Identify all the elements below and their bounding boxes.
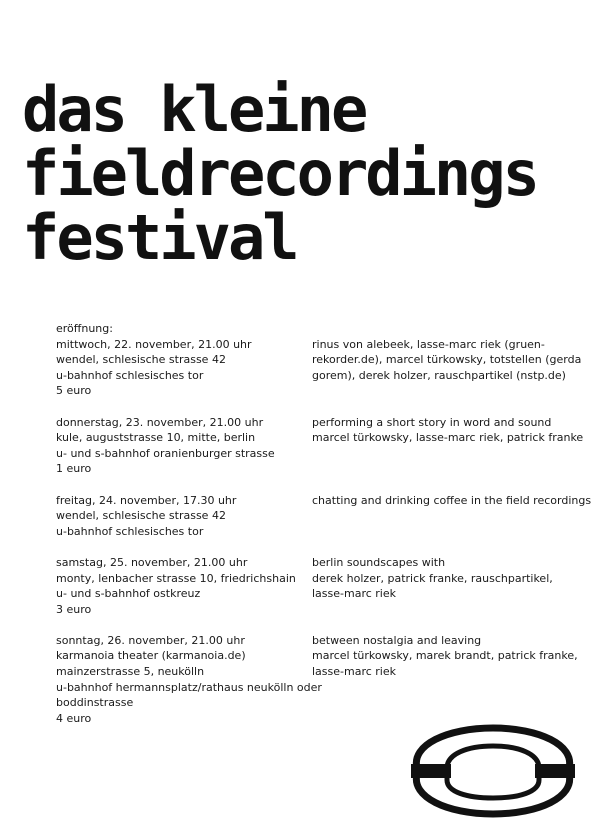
logo-bar-left: [411, 764, 451, 778]
event-line: u-bahnhof hermannsplatz/rathaus neukölln oder: [56, 680, 322, 694]
event-line: [312, 321, 572, 337]
logo-bar-right: [535, 764, 575, 778]
event-line: mittwoch, 22. november, 21.00 uhr: [56, 337, 252, 351]
event-line: eröffnung:: [56, 322, 113, 335]
event-line: 3 euro: [56, 602, 92, 616]
festival-logo: [407, 720, 579, 820]
event-row: [56, 555, 576, 617]
event-line: 1 euro: [56, 462, 92, 476]
event-right-column: [312, 321, 582, 399]
event-line: donnerstag, 23. november, 21.00 uhr: [56, 415, 264, 429]
event-left-column: [56, 321, 312, 399]
title-line-2: fieldrecordings: [22, 137, 537, 210]
event-line: samstag, 25. november, 21.00 uhr: [56, 555, 248, 569]
event-line: rekorder.de), marcel türkowsky, totstellen (gerda: [312, 353, 582, 367]
title-line-1: das kleine: [22, 73, 366, 146]
program-list: [56, 321, 592, 742]
event-right-column: [312, 555, 572, 617]
event-line: sonntag, 26. november, 21.00 uhr: [56, 633, 245, 647]
event-line: rinus von alebeek, lasse-marc riek (gruen-: [312, 337, 545, 351]
event-line: performing a short story in word and sound: [312, 415, 552, 429]
event-line: boddinstrasse: [56, 696, 134, 710]
festival-title: [22, 73, 582, 274]
event-line: u- und s-bahnhof ostkreuz: [56, 587, 201, 601]
event-line: gorem), derek holzer, rauschpartikel (nstp.de): [312, 368, 566, 382]
event-left-column: [56, 633, 322, 727]
event-right-column: [312, 493, 592, 540]
event-row: [56, 493, 592, 540]
title-line-3: festival: [22, 201, 297, 274]
logo-ring-inner: [447, 746, 539, 798]
event-line: 4 euro: [56, 711, 92, 725]
event-line: kule, auguststrasse 10, mitte, berlin: [56, 431, 256, 445]
event-line: marcel türkowsky, marek brandt, patrick franke,: [312, 649, 578, 663]
logo-ring-bottom: [416, 774, 569, 814]
event-left-column: [56, 555, 312, 617]
event-line: marcel türkowsky, lasse-marc riek, patrick franke: [312, 431, 584, 445]
event-row: [56, 633, 576, 727]
event-line: monty, lenbacher strasse 10, friedrichshain: [56, 571, 296, 585]
event-row: [56, 415, 584, 477]
event-left-column: [56, 415, 312, 477]
event-line: u-bahnhof schlesisches tor: [56, 368, 204, 382]
event-line: karmanoia theater (karmanoia.de): [56, 649, 246, 663]
event-line: lasse-marc riek: [312, 665, 396, 679]
event-line: freitag, 24. november, 17.30 uhr: [56, 493, 237, 507]
event-line: derek holzer, patrick franke, rauschpartikel,: [312, 571, 553, 585]
event-line: mainzerstrasse 5, neukölln: [56, 665, 205, 679]
event-line: wendel, schlesische strasse 42: [56, 353, 226, 367]
event-line: chatting and drinking coffee in the field recordings: [312, 493, 592, 507]
event-line: lasse-marc riek: [312, 587, 396, 601]
event-line: 5 euro: [56, 384, 92, 398]
event-right-column: [312, 415, 584, 477]
event-line: berlin soundscapes with: [312, 555, 446, 569]
event-line: u- und s-bahnhof oranienburger strasse: [56, 446, 275, 460]
event-right-column: [312, 633, 578, 727]
event-row: [56, 321, 582, 399]
event-line: u-bahnhof schlesisches tor: [56, 524, 204, 538]
event-line: between nostalgia and leaving: [312, 633, 482, 647]
event-line: wendel, schlesische strasse 42: [56, 509, 226, 523]
event-left-column: [56, 493, 312, 540]
